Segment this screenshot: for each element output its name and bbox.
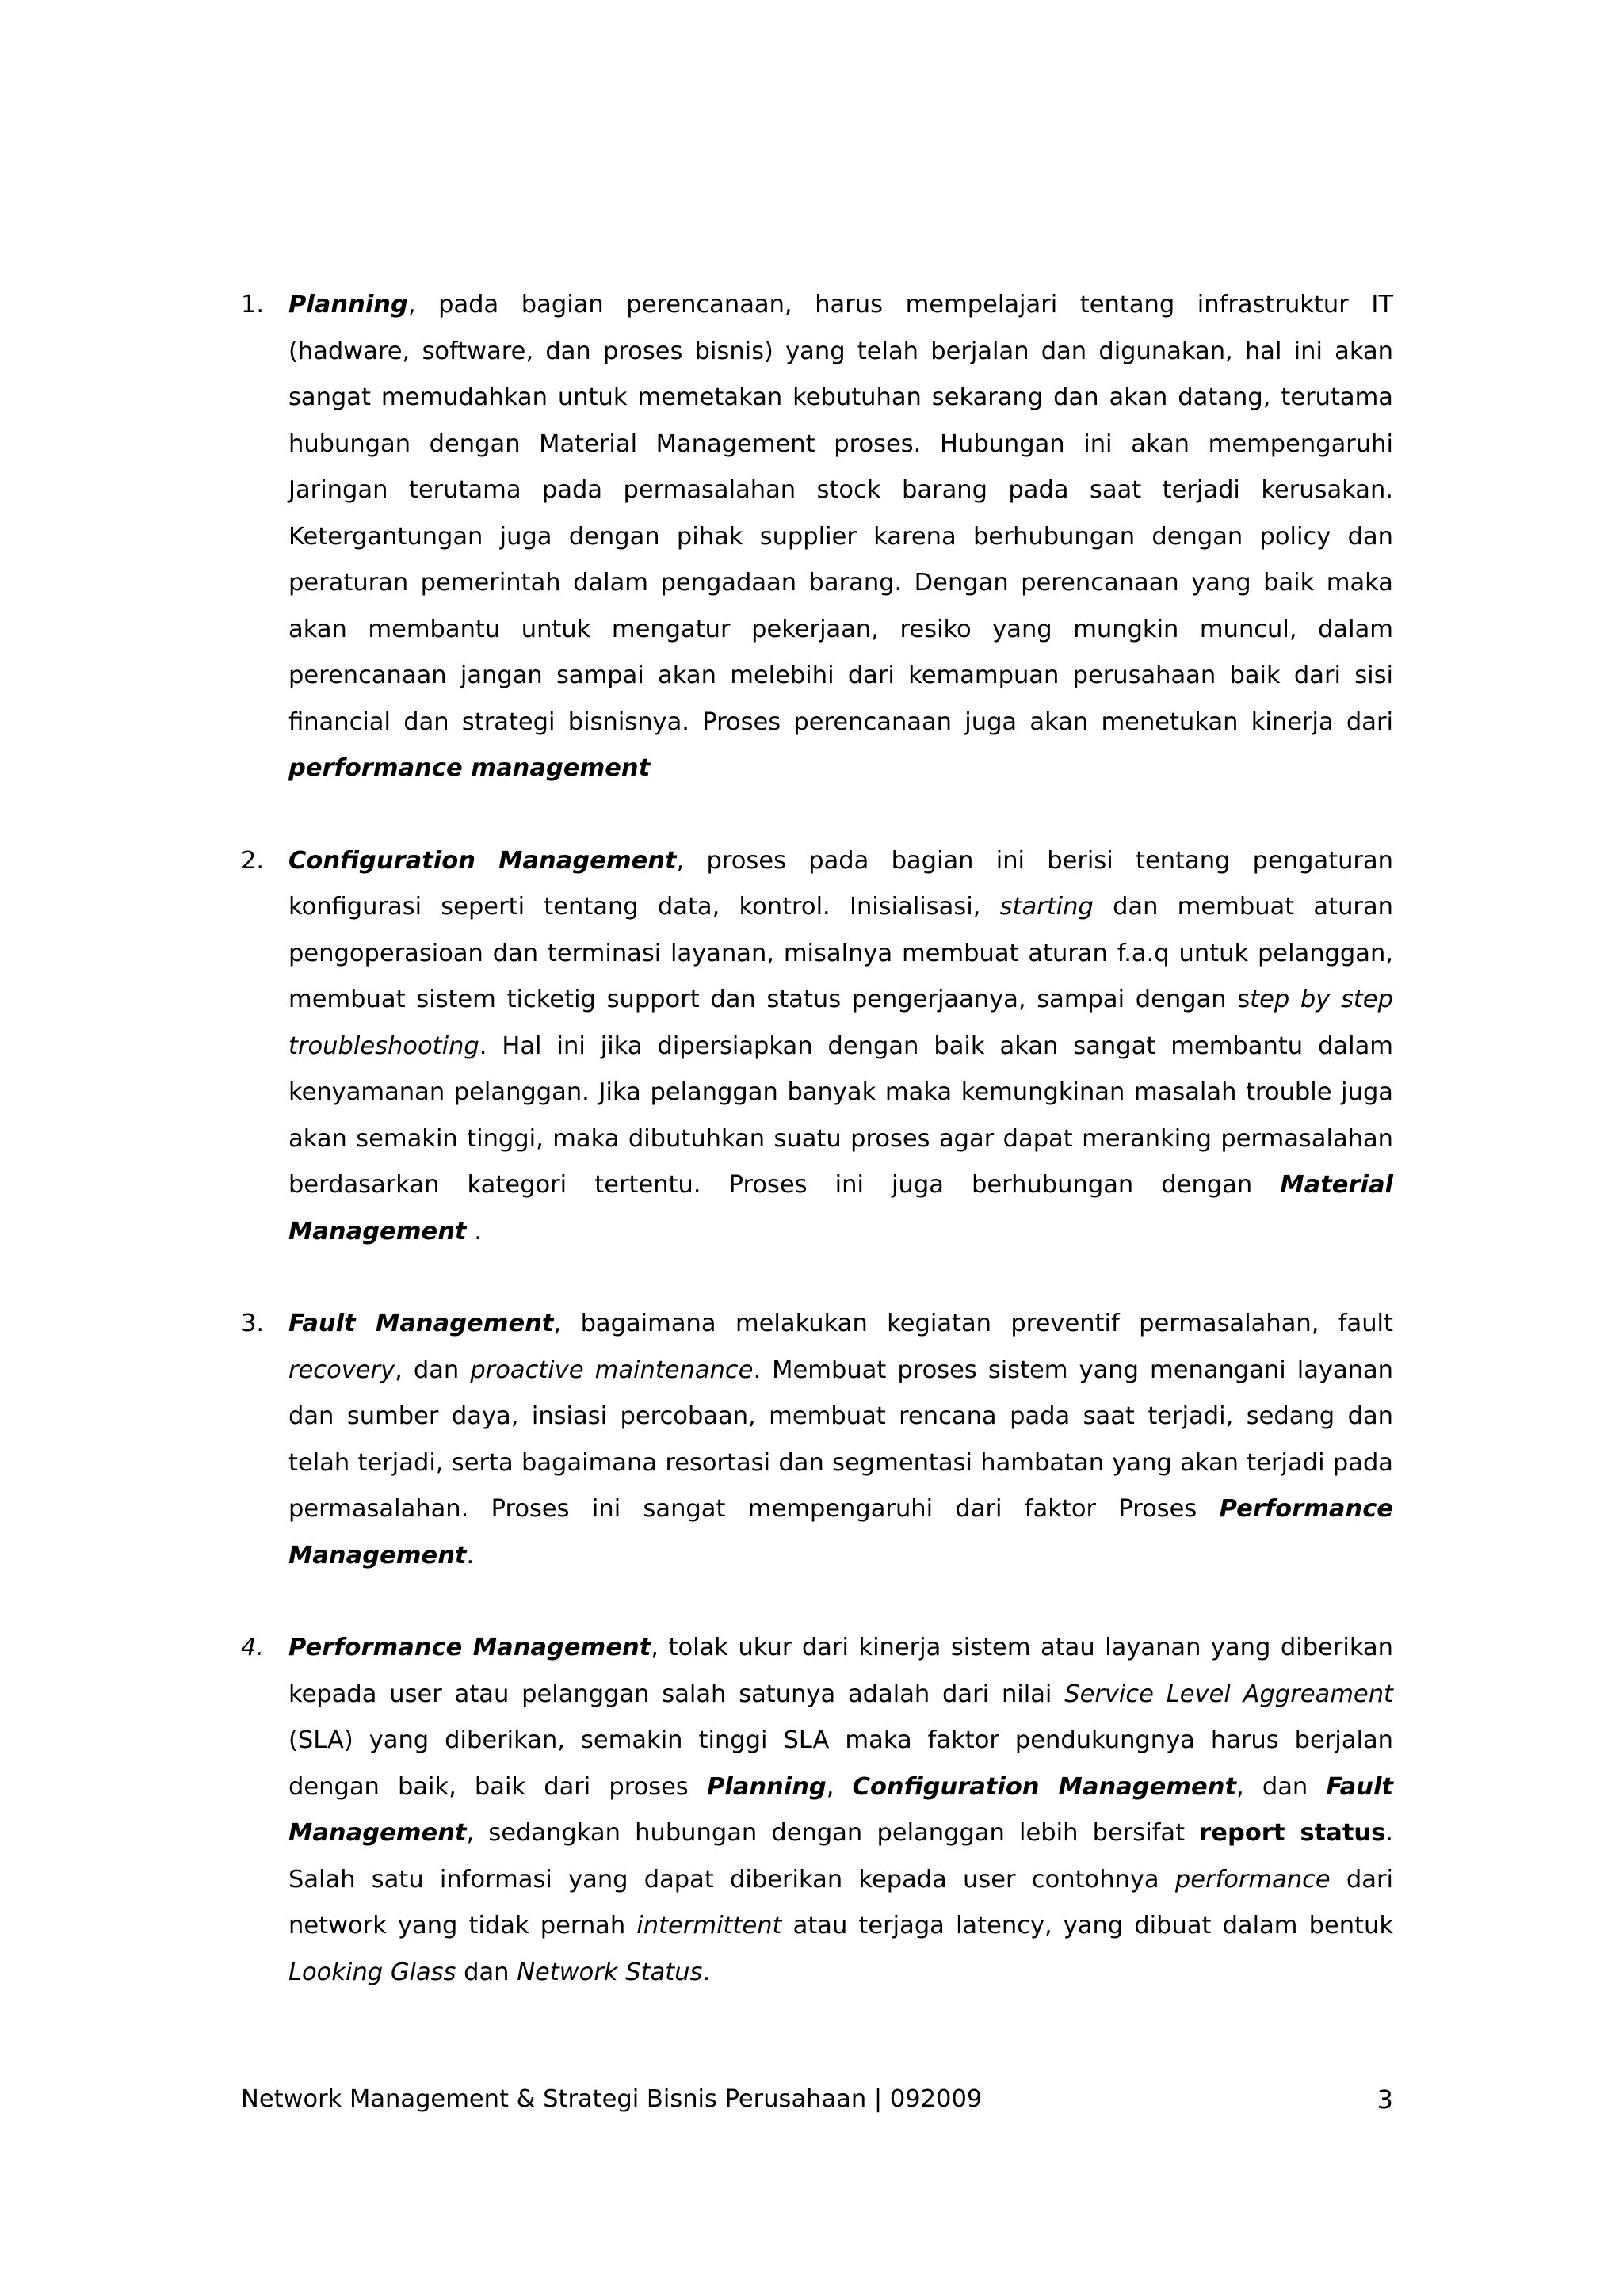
term-intermittent: intermittent: [636, 1912, 782, 1939]
performance-text: dan: [456, 1958, 517, 1986]
list-number: 2.: [241, 846, 265, 875]
footer-title: Network Management & Strategi Bisnis Perusahaan | 092009: [241, 2085, 983, 2113]
term-performance: performance: [1174, 1865, 1331, 1894]
term-network-status: Network Status: [517, 1958, 703, 1986]
fault-text: . Membuat proses sistem yang menangani layanan dan sumber daya, insiasi percobaan, membuat rencana pada saat terjadi, sedang dan telah terjadi, serta bagaimana resortasi dan segmentasi hambatan yang akan terjadi pada permasalahan. Proses ini sangat mempengaruhi dari faktor Proses: [288, 1356, 1393, 1523]
list-item-planning: [241, 282, 1393, 792]
performance-text: atau terjaga latency, yang dibuat dalam bentuk: [781, 1912, 1393, 1939]
planning-text: , pada bagian perencanaan, harus mempelajari tentang infrastruktur IT (hadware, software, dan proses bisnis) yang telah berjalan dan digunakan, hal ini akan sangat memudahkan untuk memetakan kebutuhan sekarang dan akan datang, terutama hubungan dengan Material Management proses. Hubungan ini akan mempengaruhi Jaringan terutama pada permasalahan stock barang pada saat terjadi kerusakan. Ketergantungan juga dengan pihak supplier karena berhubungan dengan policy dan peraturan pemerintah dalam pengadaan barang. Dengan perencanaan yang baik maka akan membantu untuk mengatur pekerjaan, resiko yang mungkin muncul, dalam perencanaan jangan sampai akan melebihi dari kemampuan perusahaan baik dari sisi financial dan strategi bisnisnya. Proses perencanaan juga akan menetukan kinerja dari: [288, 291, 1393, 736]
term-looking-glass: Looking Glass: [288, 1958, 456, 1986]
list-number: 3.: [241, 1310, 265, 1337]
configuration-text: .: [466, 1217, 482, 1245]
configuration-text: , proses pada bagian ini berisi tentang pengaturan konfigurasi seperti tentang data, kontrol. Inisialisasi,: [288, 846, 1393, 921]
performance-text: . Salah satu informasi yang dapat diberikan kepada user contohnya: [288, 1819, 1393, 1894]
term-performance-management: performance management: [288, 754, 651, 782]
fault-text: , dan: [395, 1356, 471, 1384]
performance-text: , tolak ukur dari kinerja sistem atau layanan yang diberikan kepada user atau pelanggan salah satunya adalah dari nilai: [288, 1634, 1393, 1708]
management-process-list: [241, 282, 1393, 2042]
list-number: 1.: [241, 291, 265, 318]
performance-text: (SLA) yang diberikan, semakin tinggi SLA maka faktor pendukungnya harus berjalan dengan baik, baik dari proses: [288, 1726, 1393, 1801]
term-performance-management: Performance Management: [288, 1634, 651, 1661]
configuration-text: dan membuat aturan pengoperasioan dan terminasi layanan, misalnya membuat aturan f.a.q untuk pelanggan, membuat sistem ticketig support dan status pengerjaanya, sampai dengan s: [288, 893, 1393, 1013]
performance-text: , dan: [1236, 1772, 1327, 1801]
page-footer: [241, 2082, 1393, 2117]
term-fault-management: Fault Management: [288, 1310, 554, 1337]
term-configuration-management: Configuration Management: [288, 846, 677, 875]
list-item-fault-management: [241, 1301, 1393, 1579]
performance-text: dari network yang tidak pernah: [288, 1865, 1393, 1939]
performance-text: .: [702, 1958, 711, 1986]
term-proactive-maintenance: proactive maintenance: [470, 1356, 754, 1384]
list-item-performance-management: [241, 1625, 1393, 1996]
performance-text: ,: [826, 1772, 853, 1801]
page-number: 3: [1377, 2084, 1393, 2115]
term-configuration-management: Configuration Management: [852, 1772, 1237, 1801]
term-planning: Planning: [288, 291, 408, 318]
term-starting: starting: [999, 893, 1094, 921]
term-performance-management: Performance Management: [288, 1495, 1393, 1569]
list-number: 4.: [241, 1634, 265, 1661]
term-recovery: recovery: [288, 1356, 395, 1384]
fault-text: , bagaimana melakukan kegiatan preventif permasalahan, fault: [553, 1310, 1393, 1337]
performance-text: , sedangkan hubungan dengan pelanggan lebih bersifat: [466, 1819, 1200, 1847]
term-material-management: Material Management: [288, 1171, 1393, 1245]
configuration-text: . Hal ini jika dipersiapkan dengan baik akan sangat membantu dalam kenyamanan pelanggan. Jika pelanggan banyak maka kemungkinan masalah trouble juga akan semakin tinggi, maka dibutuhkan suatu proses agar dapat meranking permasalahan berdasarkan kategori tertentu. Proses ini juga berhubungan dengan: [288, 1032, 1393, 1199]
fault-text: .: [466, 1541, 475, 1569]
term-sla: Service Level Aggreament: [1064, 1680, 1393, 1708]
term-planning: Planning: [706, 1772, 827, 1801]
term-report-status: report status: [1199, 1819, 1386, 1847]
list-item-configuration-management: [241, 838, 1393, 1256]
term-troubleshooting: tep by step troubleshooting: [288, 986, 1394, 1060]
term-fault-management: Fault Management: [288, 1772, 1394, 1847]
